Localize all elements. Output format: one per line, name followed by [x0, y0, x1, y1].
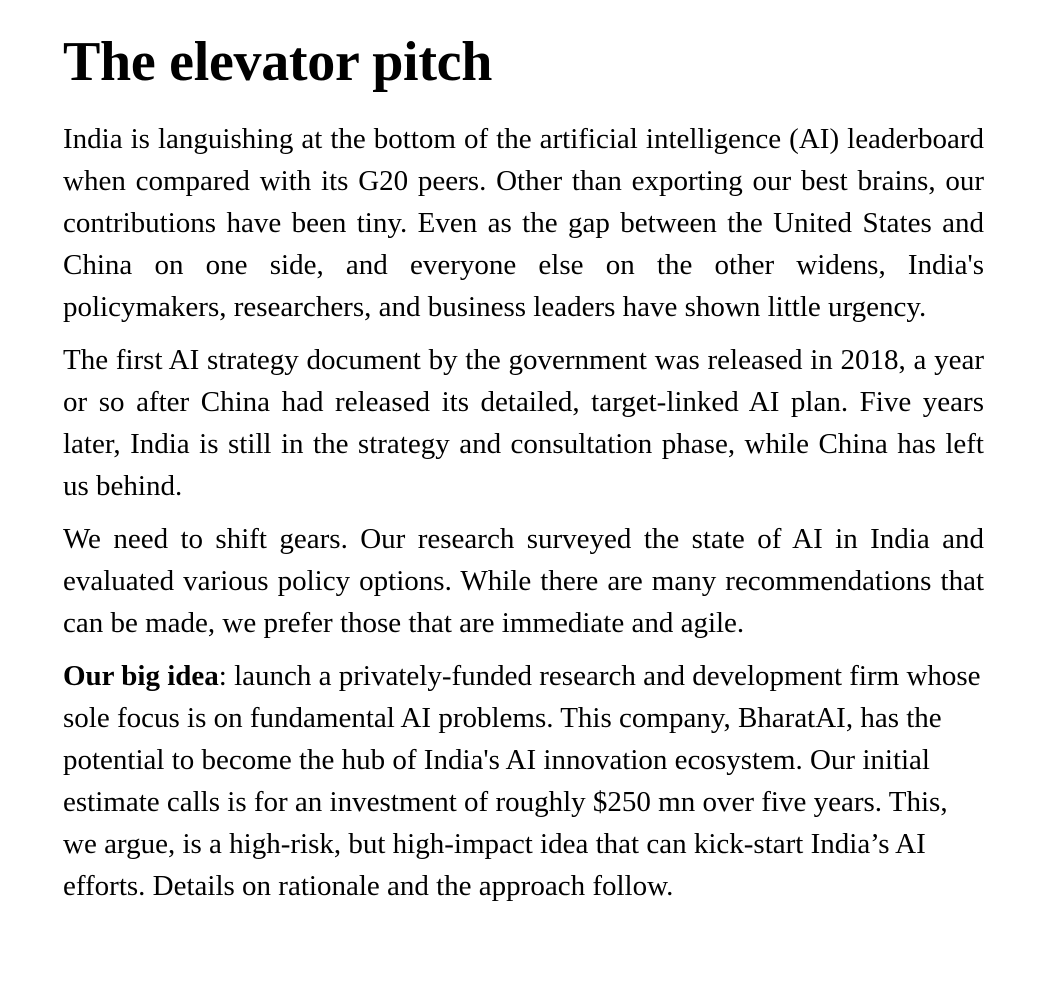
article — [63, 26, 984, 918]
page-title: The elevator pitch — [63, 31, 493, 93]
big-idea-text: : launch a privately-funded research and development firm whose sole focus is on fundamental AI problems. This company, BharatAI, has the potential to become the hub of India's AI innovation ecosystem. Our initial estimate calls is for an investment of roughly $250 mn over five years. This, we argue, is a high-risk, but high-impact idea that can kick-start India’s AI efforts. Details on rationale and the approach follow. — [63, 660, 981, 902]
paragraph-strategy: The first AI strategy document by the government was released in 2018, a year or so after China had released its detailed, target-linked AI plan. Five years later, India is still in the strategy and consultation phase, while China has left us behind. — [63, 344, 984, 502]
paragraph-shift-gears: We need to shift gears. Our research surveyed the state of AI in India and evaluated various policy options. While there are many recommendations that can be made, we prefer those that are immediate and agile. — [63, 523, 984, 639]
paragraph-leaderboard: India is languishing at the bottom of the artificial intelligence (AI) leaderboard when compared with its G20 peers. Other than exporting our best brains, our contributions have been tiny. Even as the gap between the United States and China on one side, and everyone else on the other widens, India's policymakers, researchers, and business leaders have shown little urgency. — [63, 123, 984, 323]
big-idea-lead: Our big idea — [63, 660, 219, 692]
paragraph-big-idea — [63, 655, 984, 907]
